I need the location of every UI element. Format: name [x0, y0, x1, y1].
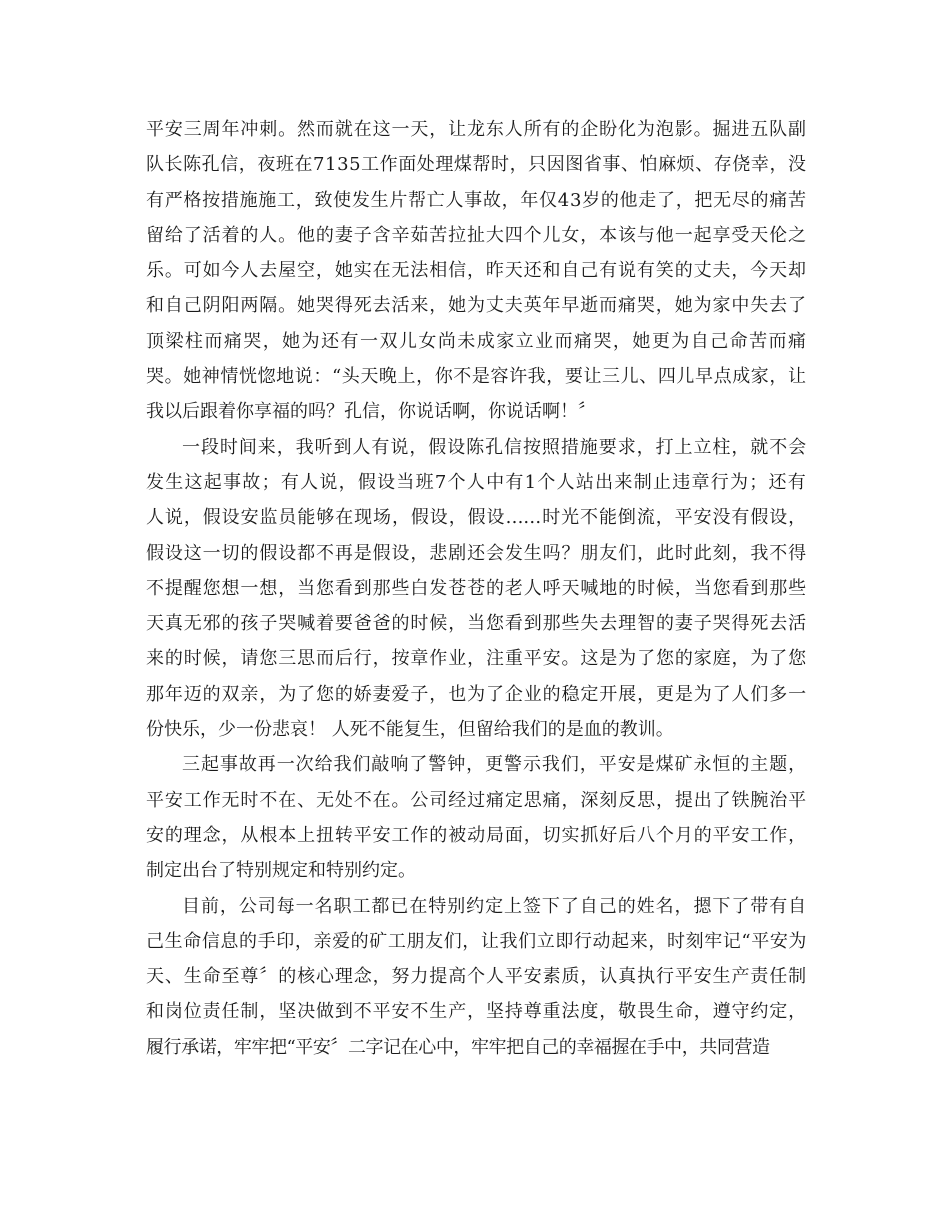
text-line: 不提醒您想一想，当您看到那些白发苍苍的老人呼天喊地的时候，当您看到那些	[146, 577, 806, 599]
text-line: 天、生命至尊〞的核心理念，努力提高个人平安素质，认真执行平安生产责任制	[146, 966, 806, 988]
text-line: 和自己阴阳两隔。她哭得死去活来，她为丈夫英年早逝而痛哭，她为家中失去了	[146, 295, 807, 317]
text-line: 乐。可如今人去屋空，她实在无法相信，昨天还和自己有说有笑的丈夫，今天却	[146, 260, 807, 282]
text-line: 有严格按措施施工，致使发生片帮亡人事故，年仅43岁的他走了，把无尽的痛苦	[146, 189, 807, 211]
text-line: 平安三周年冲刺。然而就在这一天，让龙东人所有的企盼化为泡影。掘进五队副	[146, 119, 807, 140]
text-line: 来的时候，请您三思而后行，按章作业，注重平安。这是为了您的家庭，为了您	[146, 648, 806, 670]
text-line: 发生这起事故；有人说，假设当班7个人中有1个人站出来制止违章行为；还有	[146, 471, 806, 493]
paragraph	[146, 889, 806, 1065]
text-line: 那年迈的双亲，为了您的娇妻爱子，也为了企业的稳定开展，更是为了人们多一	[146, 683, 806, 705]
text-line: 和岗位责任制，坚决做到不平安不生产，坚持尊重法度，敬畏生命，遵守约定，	[146, 1001, 806, 1023]
text-line: 目前，公司每一名职工都已在特别约定上签下了自己的姓名，摁下了带有自	[182, 895, 806, 917]
text-line: 假设这一切的假设都不再是假设，悲剧还会发生吗？朋友们，此时此刻，我不得	[146, 542, 806, 564]
text-line: 安的理念，从根本上扭转平安工作的被动局面，切实抓好后八个月的平安工作，	[146, 824, 806, 846]
paragraph	[146, 112, 806, 430]
text-line: 人说，假设安监员能够在现场，假设，假设……时光不能倒流，平安没有假设，	[146, 507, 806, 529]
text-line: 哭。她神情恍惚地说：“头天晚上，你不是容许我，要让三儿、四儿早点成家，让	[146, 366, 807, 388]
text-line: 我以后跟着你享福的吗？孔信，你说话啊，你说话啊！〞	[146, 401, 596, 423]
text-line: 三起事故再一次给我们敲响了警钟，更警示我们，平安是煤矿永恒的主题，	[182, 754, 806, 776]
text-line: 己生命信息的手印，亲爱的矿工朋友们，让我们立即行动起来，时刻牢记“平安为	[146, 930, 806, 952]
text-line: 队长陈孔信，夜班在7135工作面处理煤帮时，只因图省事、怕麻烦、存侥幸，没	[146, 154, 807, 176]
text-line: 留给了活着的人。他的妻子含辛茹苦拉扯大四个儿女，本该与他一起享受天伦之	[146, 224, 807, 246]
text-line: 履行承诺，牢牢把“平安〞二字记在心中，牢牢把自己的幸福握在手中，共同营造	[146, 1036, 770, 1058]
document-body	[146, 112, 806, 1065]
text-line: 一段时间来，我听到人有说，假设陈孔信按照措施要求，打上立柱，就不会	[182, 436, 806, 458]
text-line: 顶梁柱而痛哭，她为还有一双儿女尚未成家立业而痛哭，她更为自己命苦而痛	[146, 330, 808, 352]
text-line: 天真无邪的孩子哭喊着要爸爸的时候，当您看到那些失去理智的妻子哭得死去活	[146, 613, 806, 635]
paragraph	[146, 430, 806, 748]
paragraph	[146, 747, 806, 888]
text-line: 制定出台了特别规定和特别约定。	[146, 860, 416, 882]
text-line: 平安工作无时不在、无处不在。公司经过痛定思痛，深刻反思，提出了铁腕治平	[146, 789, 806, 811]
text-line: 份快乐，少一份悲哀！ 人死不能复生，但留给我们的是血的教训。	[146, 719, 674, 741]
